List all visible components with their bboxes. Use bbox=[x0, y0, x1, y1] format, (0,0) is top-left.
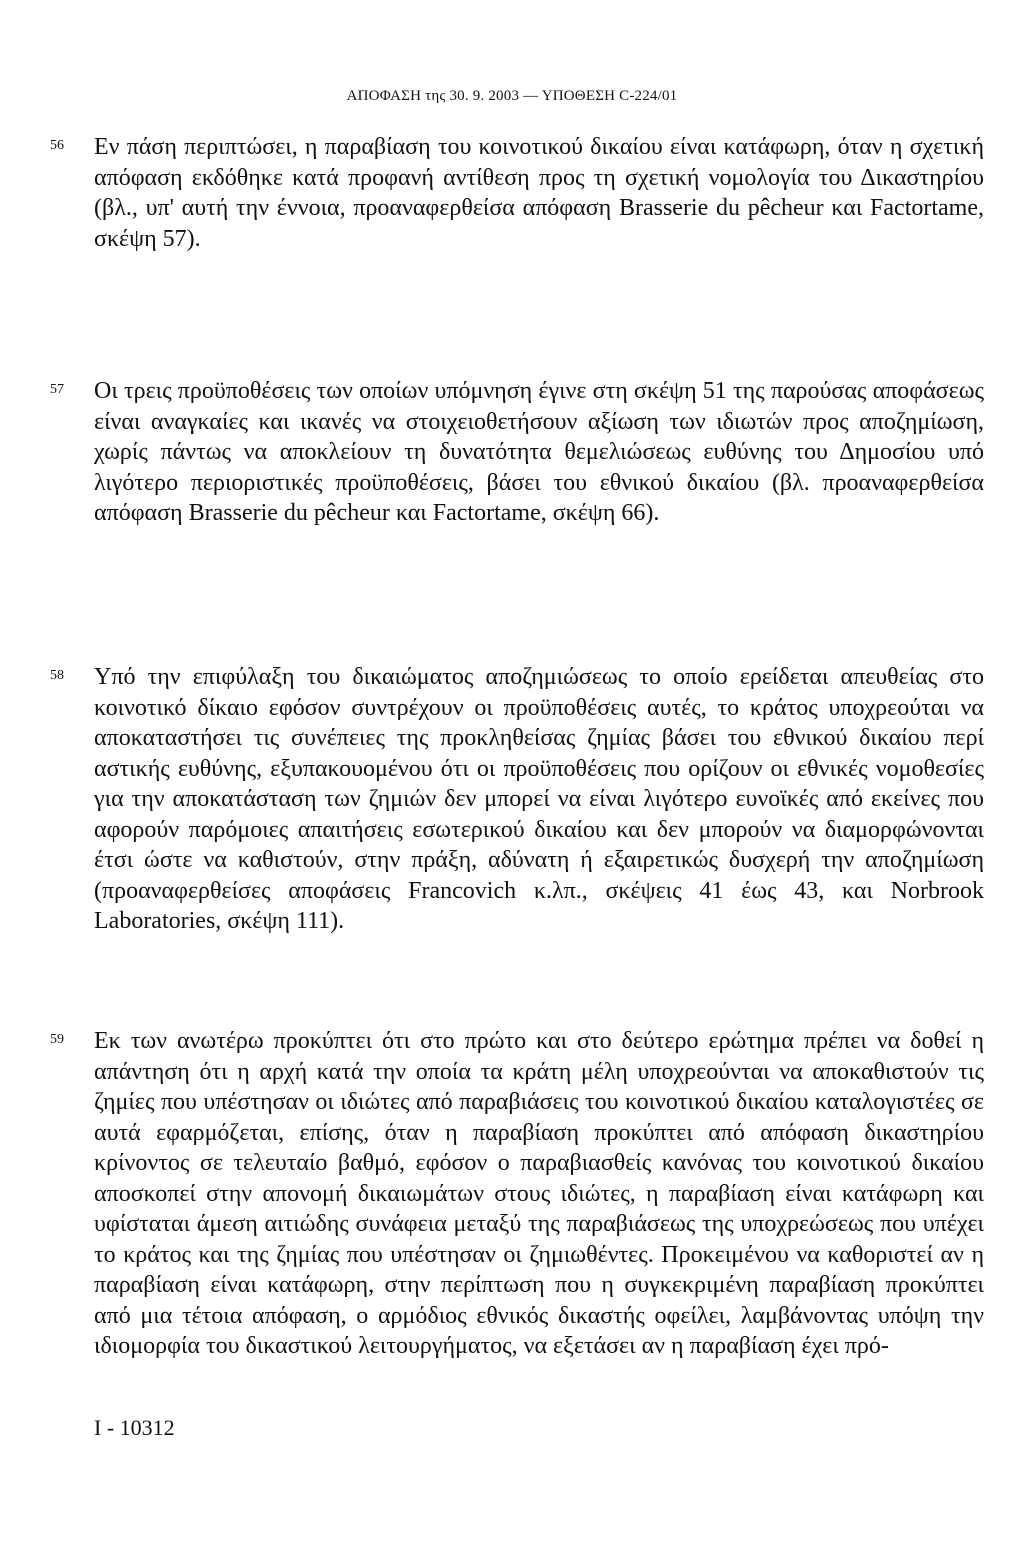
paragraph-number: 56 bbox=[50, 138, 64, 153]
paragraph-text: Οι τρεις προϋποθέσεις των οποίων υπόμνηση έγινε στη σκέψη 51 της παρούσας αποφάσεως είναι αναγκαίες και ικανές να στοιχειοθετήσουν αξίωση των ιδιωτών προς αποζημίωση, χωρίς πάντως να αποκλείουν τη δυνατότητα θεμελιώσεως ευθύνης του Δημοσίου υπό λιγότερο περιοριστικές προϋποθέσεις, βάσει του εθνικού δικαίου (βλ. προαναφερθείσα απόφαση Brasserie du pêcheur και Factortame, σκέψη 66). bbox=[94, 378, 984, 526]
paragraph-number: 59 bbox=[50, 1032, 64, 1047]
page-number: I - 10312 bbox=[94, 1415, 175, 1440]
paragraph-number: 58 bbox=[50, 668, 64, 683]
paragraph-number: 57 bbox=[50, 382, 64, 397]
paragraph-text: Εν πάση περιπτώσει, η παραβίαση του κοινοτικού δικαίου είναι κατάφωρη, όταν η σχετική απόφαση εκδόθηκε κατά προφανή αντίθεση προς τη σχετική νομολογία του Δικαστηρίου (βλ., υπ' αυτή την έννοια, προαναφερθείσα απόφαση Brasserie du pêcheur και Factortame, σκέψη 57). bbox=[94, 134, 985, 252]
paragraph-text: Εκ των ανωτέρω προκύπτει ότι στο πρώτο και στο δεύτερο ερώτημα πρέπει να δοθεί η απάντηση ότι η αρχή κατά την οποία τα κράτη μέλη υποχρεούνται να αποκαθιστούν τις ζημίες που υπέστησαν οι ιδιώτες από παραβιάσεις του κοινοτικού δικαίου καταλογιστέες σε αυτά εφαρμόζεται, επίσης, όταν η παραβίαση προκύπτει από απόφαση δικαστηρίου κρίνοντος σε τελευταίο βαθμό, εφόσον ο παραβιασθείς κανόνας του κοινοτικού δικαίου αποσκοπεί στην απονομή δικαιωμάτων στους ιδιώτες, η παραβίαση είναι κατάφωρη και υφίσταται άμεση αιτιώδης συνάφεια μεταξύ της παραβιάσεως της υποχρεώσεως που υπέχει το κράτος και της ζημίας που υπέστησαν οι ζημιωθέντες. Προκειμένου να καθοριστεί αν η παραβίαση είναι κατάφωρη, στην περίπτωση που η συγκεκριμένη παραβίαση προκύπτει από μια τέτοια απόφαση, ο αρμόδιος εθνικός δικαστής οφείλει, λαμβάνοντας υπόψη την ιδιομορφία του δικαστικού λειτουργήματος, να εξετάσει αν η παραβίαση έχει πρό- bbox=[94, 1028, 984, 1359]
paragraph-text: Υπό την επιφύλαξη του δικαιώματος αποζημιώσεως το οποίο ερείδεται απευθείας στο κοινοτικό δίκαιο εφόσον συντρέχουν οι προϋποθέσεις αυτές, το κράτος υποχρεούται να αποκαταστήσει τις συνέπειες της προκληθείσας ζημίας βάσει του εθνικού δικαίου περί αστικής ευθύνης, εξυπακουομένου ότι οι προϋποθέσεις που ορίζουν οι εθνικές νομοθεσίες για την αποκατάσταση των ζημιών δεν μπορεί να είναι λιγότερο ευνοϊκές από εκείνες που αφορούν παρόμοιες απαιτήσεις εσωτερικού δικαίου και δεν μπορούν να διαμορφώνονται έτσι ώστε να καθιστούν, στην πράξη, αδύνατη ή εξαιρετικώς δυσχερή την αποζημίωση (προαναφερθείσες αποφάσεις Francovich κ.λπ., σκέψεις 41 έως 43, και Norbrook Laboratories, σκέψη 111). bbox=[94, 664, 984, 934]
running-header: ΑΠΟΦΑΣΗ της 30. 9. 2003 — ΥΠΟΘΕΣΗ C-224/01 bbox=[346, 88, 678, 104]
